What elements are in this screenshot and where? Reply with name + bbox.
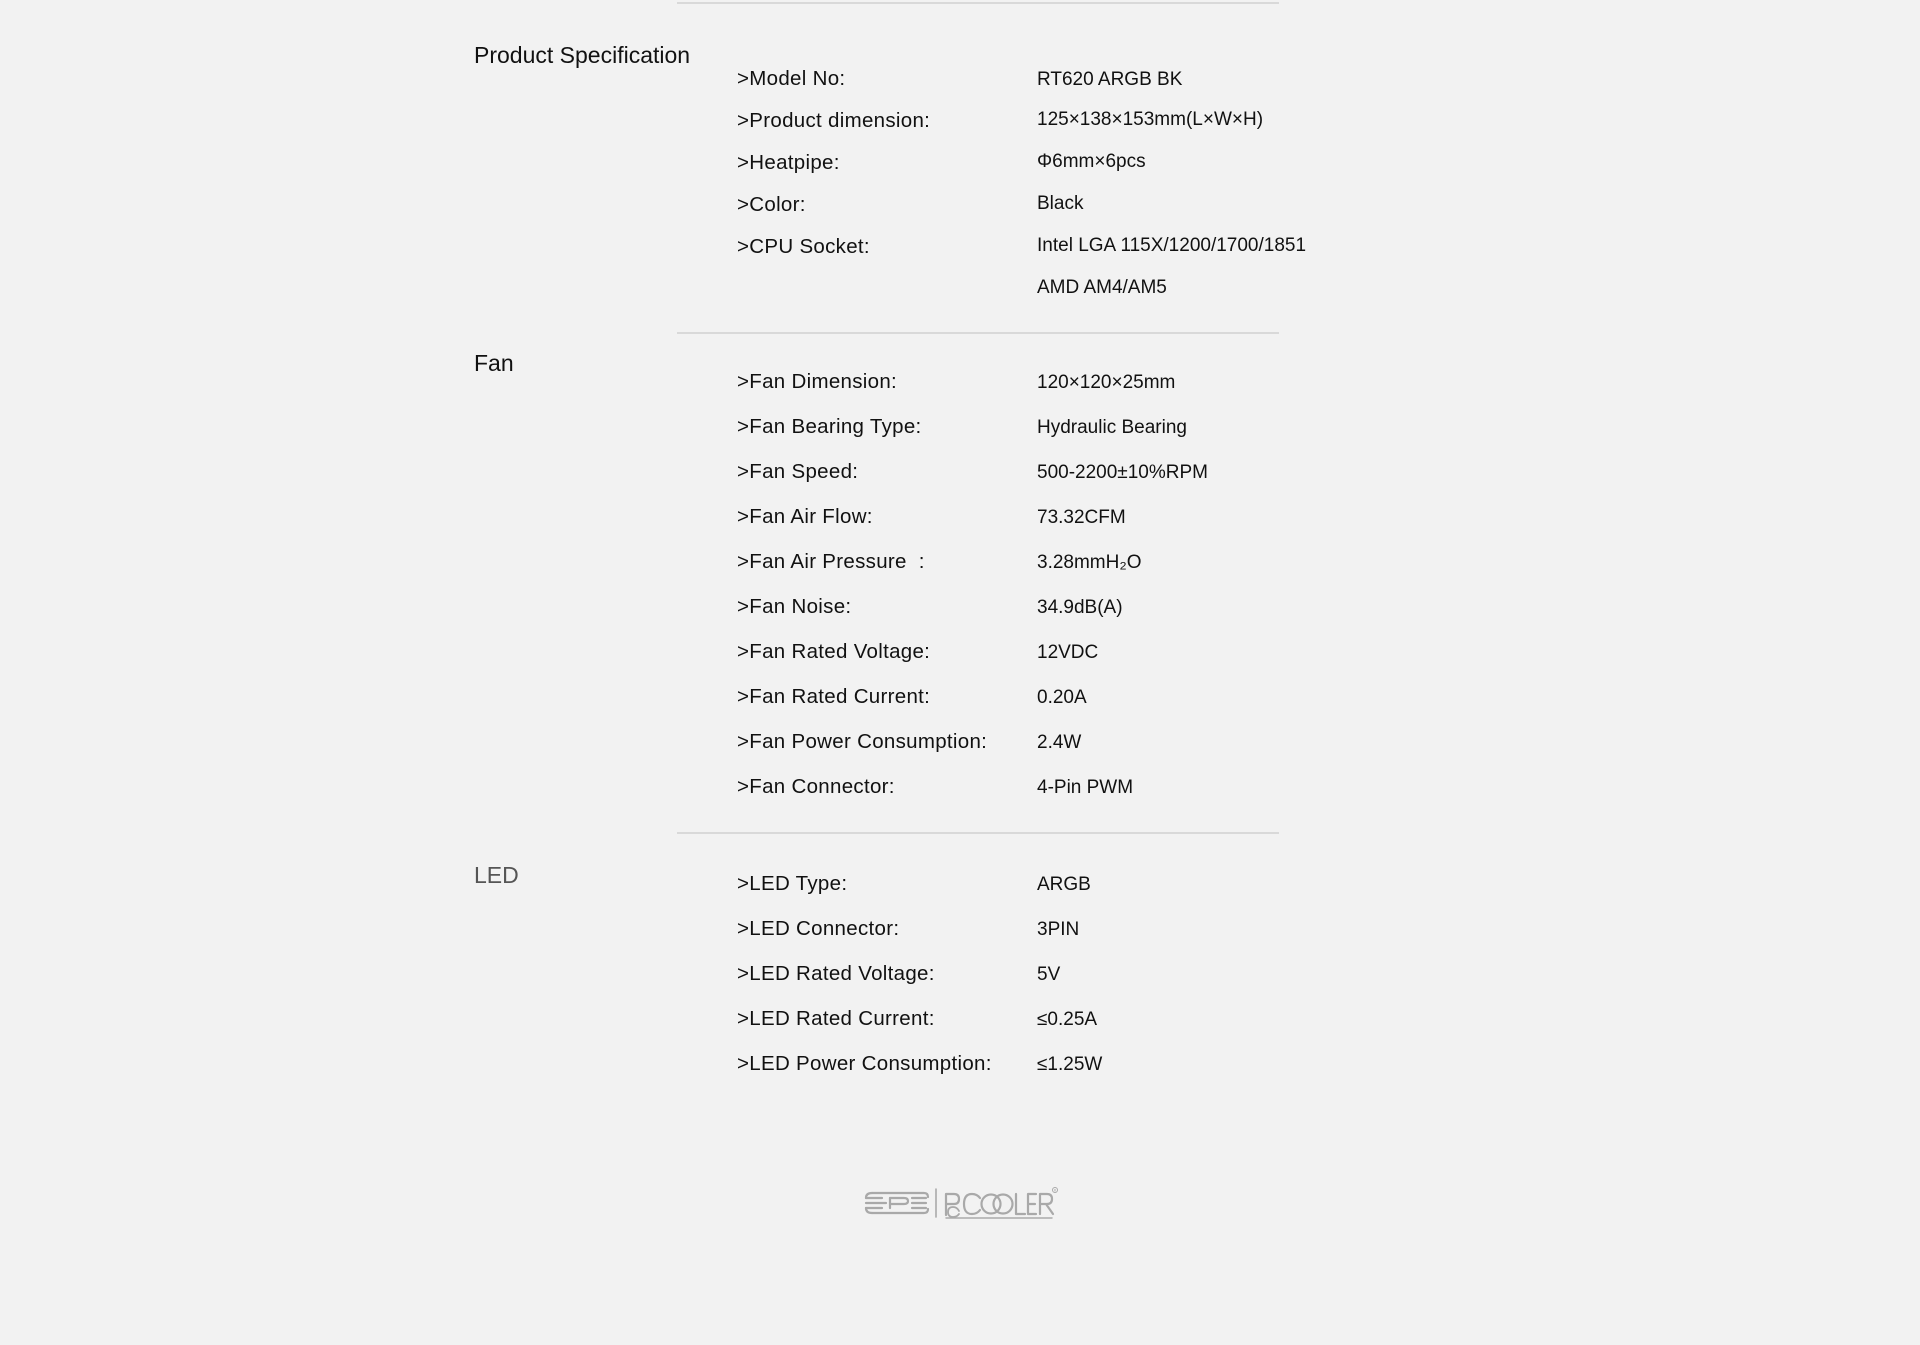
spec-value: 3.28mmH₂O (1037, 552, 1142, 573)
spec-label: >Fan Noise: (737, 595, 852, 618)
spec-label: >Fan Speed: (737, 460, 859, 483)
spec-row-led-type (0, 872, 1920, 902)
spec-label: >Fan Air Pressure : (737, 550, 925, 573)
spec-row-fan-connector (0, 775, 1920, 805)
spec-label: >Fan Rated Voltage: (737, 640, 931, 663)
spec-row-fan-dimension (0, 370, 1920, 400)
spec-value: ARGB (1037, 874, 1091, 895)
section-divider-fan (677, 332, 1279, 334)
spec-row-fan-air-pressure (0, 550, 1920, 580)
section-title-product-specification: Product Specification (474, 42, 691, 68)
spec-label: >LED Power Consumption: (737, 1052, 992, 1075)
spec-label: >Fan Power Consumption: (737, 730, 988, 753)
spec-row-fan-bearing-type (0, 415, 1920, 445)
spec-value: 125×138×153mm(L×W×H) (1037, 109, 1264, 130)
spec-value: 120×120×25mm (1037, 372, 1176, 393)
spec-row-heatpipe (0, 151, 1920, 181)
spec-label: >Heatpipe: (737, 151, 840, 174)
spec-label: >Fan Dimension: (737, 370, 898, 393)
spec-value: 34.9dB(A) (1037, 597, 1123, 618)
spec-row-fan-rated-voltage (0, 640, 1920, 670)
spec-row-led-connector (0, 917, 1920, 947)
spec-value: 3PIN (1037, 919, 1080, 940)
spec-label: >CPU Socket: (737, 235, 870, 258)
spec-row-product-dimension (0, 109, 1920, 139)
spec-value: Black (1037, 193, 1084, 214)
spec-row-led-rated-voltage (0, 962, 1920, 992)
spec-row-cpu-socket-continued (0, 277, 1920, 307)
spec-label: >LED Rated Current: (737, 1007, 935, 1030)
spec-value: 5V (1037, 964, 1061, 985)
section-title-led: LED (474, 862, 519, 888)
section-divider-led (677, 832, 1279, 834)
section-title-fan: Fan (474, 350, 514, 376)
spec-label: >LED Connector: (737, 917, 900, 940)
spec-row-led-rated-current (0, 1007, 1920, 1037)
spec-label: >Fan Air Flow: (737, 505, 873, 528)
spec-row-fan-air-flow (0, 505, 1920, 535)
spec-value: 73.32CFM (1037, 507, 1126, 528)
spec-label: >Fan Bearing Type: (737, 415, 922, 438)
spec-label: >Product dimension: (737, 109, 931, 132)
spec-label: >Model No: (737, 67, 846, 90)
spec-row-color (0, 193, 1920, 223)
spec-value: ≤0.25A (1037, 1009, 1098, 1030)
spec-value: AMD AM4/AM5 (1037, 277, 1167, 298)
top-divider (677, 2, 1279, 4)
spec-row-led-power-consumption (0, 1052, 1920, 1082)
spec-label: >Fan Connector: (737, 775, 895, 798)
spec-row-model-no (0, 67, 1920, 97)
spec-row-fan-speed (0, 460, 1920, 490)
spec-value: Hydraulic Bearing (1037, 417, 1187, 438)
pccooler-logo (862, 1185, 1058, 1221)
spec-value: 12VDC (1037, 642, 1099, 663)
spec-row-fan-power-consumption (0, 730, 1920, 760)
spec-label: >LED Type: (737, 872, 848, 895)
spec-value: ≤1.25W (1037, 1054, 1103, 1075)
spec-row-fan-rated-current (0, 685, 1920, 715)
spec-value: 0.20A (1037, 687, 1087, 708)
spec-value: RT620 ARGB BK (1037, 69, 1183, 90)
spec-row-fan-noise (0, 595, 1920, 625)
spec-label: >Color: (737, 193, 806, 216)
spec-label: >Fan Rated Current: (737, 685, 931, 708)
spec-label: >LED Rated Voltage: (737, 962, 935, 985)
spec-value: 4-Pin PWM (1037, 777, 1134, 798)
spec-value: Φ6mm×6pcs (1037, 151, 1146, 172)
spec-value: 500-2200±10%RPM (1037, 462, 1208, 483)
svg-text:R: R (1053, 1188, 1057, 1193)
spec-row-cpu-socket (0, 235, 1920, 265)
spec-value: 2.4W (1037, 732, 1082, 753)
spec-value: Intel LGA 115X/1200/1700/1851 (1037, 235, 1307, 256)
